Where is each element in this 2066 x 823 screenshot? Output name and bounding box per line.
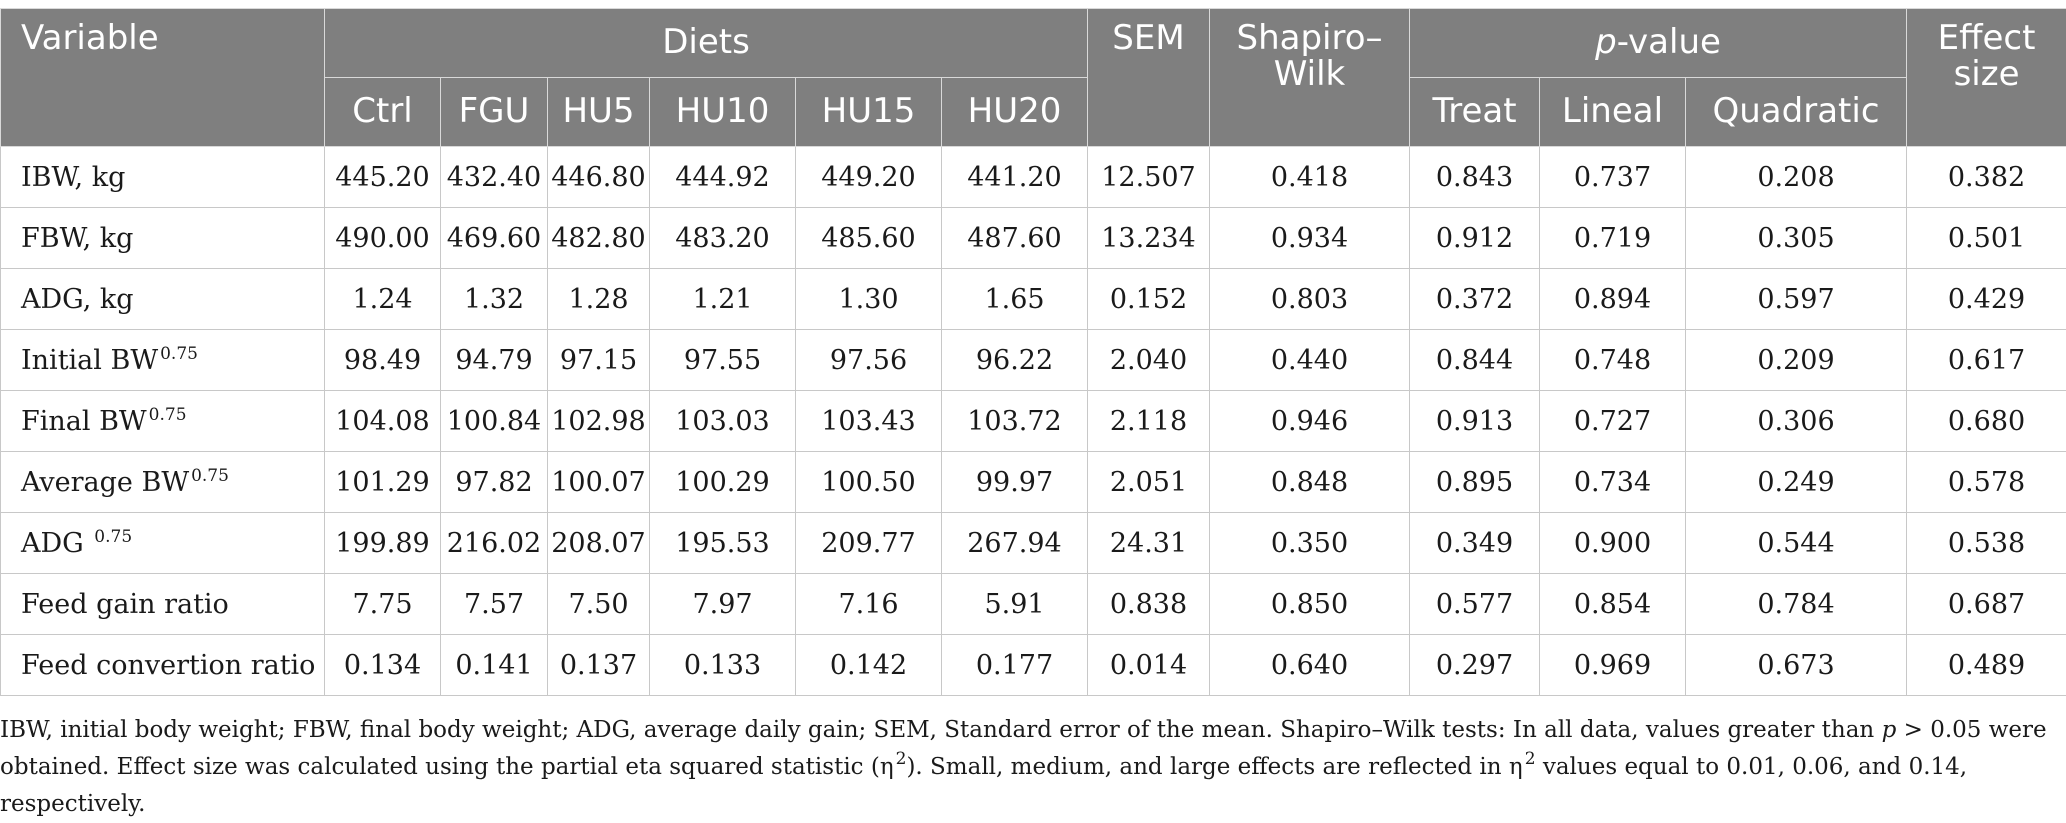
table-cell: 0.306 bbox=[1686, 391, 1907, 452]
table-cell: 7.57 bbox=[441, 574, 548, 635]
table-cell: 0.208 bbox=[1686, 147, 1907, 208]
row-label: Final BW $^{0.75}$ bbox=[1, 391, 325, 452]
table-cell: 0.844 bbox=[1410, 330, 1540, 391]
table-cell: 103.03 bbox=[650, 391, 796, 452]
table-cell: 0.946 bbox=[1210, 391, 1410, 452]
header-shapiro-wilk: Shapiro– Wilk bbox=[1210, 9, 1410, 147]
table-cell: 216.02 bbox=[441, 513, 548, 574]
table-cell: 441.20 bbox=[942, 147, 1088, 208]
table-cell: 13.234 bbox=[1088, 208, 1210, 269]
table-cell: 97.82 bbox=[441, 452, 548, 513]
table-row bbox=[1, 574, 2066, 635]
table-cell: 0.934 bbox=[1210, 208, 1410, 269]
table-row bbox=[1, 147, 2066, 208]
table-cell: 0.727 bbox=[1540, 391, 1686, 452]
table-cell: 0.854 bbox=[1540, 574, 1686, 635]
table-cell: 0.784 bbox=[1686, 574, 1907, 635]
table-cell: 98.49 bbox=[325, 330, 441, 391]
table-row bbox=[1, 452, 2066, 513]
table-cell: 485.60 bbox=[796, 208, 942, 269]
table-cell: 0.014 bbox=[1088, 635, 1210, 696]
table-cell: 0.418 bbox=[1210, 147, 1410, 208]
table-cell: 0.843 bbox=[1410, 147, 1540, 208]
table-cell: 24.31 bbox=[1088, 513, 1210, 574]
table-cell: 0.350 bbox=[1210, 513, 1410, 574]
table-cell: 0.673 bbox=[1686, 635, 1907, 696]
table-cell: 0.489 bbox=[1907, 635, 2066, 696]
header-diet-hu10: HU10 bbox=[650, 78, 796, 147]
table-cell: 0.429 bbox=[1907, 269, 2066, 330]
table-cell: 0.737 bbox=[1540, 147, 1686, 208]
row-label: IBW, kg bbox=[1, 147, 325, 208]
table-cell: 100.07 bbox=[548, 452, 650, 513]
table-cell: 0.382 bbox=[1907, 147, 2066, 208]
table-cell: 7.16 bbox=[796, 574, 942, 635]
table-cell: 103.43 bbox=[796, 391, 942, 452]
table-cell: 100.84 bbox=[441, 391, 548, 452]
header-diets: Diets bbox=[325, 9, 1088, 78]
table-cell: 1.65 bbox=[942, 269, 1088, 330]
header-diet-hu15: HU15 bbox=[796, 78, 942, 147]
table-cell: 0.501 bbox=[1907, 208, 2066, 269]
table-cell: 0.440 bbox=[1210, 330, 1410, 391]
table-cell: 444.92 bbox=[650, 147, 796, 208]
row-label: ADG, kg bbox=[1, 269, 325, 330]
header-effect-size: Effect size bbox=[1907, 9, 2066, 147]
table-cell: 99.97 bbox=[942, 452, 1088, 513]
table-cell: 0.142 bbox=[796, 635, 942, 696]
table-cell: 1.21 bbox=[650, 269, 796, 330]
header-diet-hu20: HU20 bbox=[942, 78, 1088, 147]
table-cell: 0.141 bbox=[441, 635, 548, 696]
results-table bbox=[0, 8, 2066, 696]
table-cell: 0.133 bbox=[650, 635, 796, 696]
table-cell: 0.372 bbox=[1410, 269, 1540, 330]
row-label: Initial BW $^{0.75}$ bbox=[1, 330, 325, 391]
table-cell: 103.72 bbox=[942, 391, 1088, 452]
table-cell: 0.640 bbox=[1210, 635, 1410, 696]
table-row bbox=[1, 269, 2066, 330]
table-cell: 0.969 bbox=[1540, 635, 1686, 696]
table-cell: 1.30 bbox=[796, 269, 942, 330]
table-row bbox=[1, 513, 2066, 574]
table-cell: 0.838 bbox=[1088, 574, 1210, 635]
header-sem: SEM bbox=[1088, 9, 1210, 147]
header-diet-fgu: FGU bbox=[441, 78, 548, 147]
table-cell: 0.913 bbox=[1410, 391, 1540, 452]
table-cell: 469.60 bbox=[441, 208, 548, 269]
table-cell: 199.89 bbox=[325, 513, 441, 574]
header-p-treat: Treat bbox=[1410, 78, 1540, 147]
row-label: Average BW $^{0.75}$ bbox=[1, 452, 325, 513]
table-cell: 97.55 bbox=[650, 330, 796, 391]
table-cell: 209.77 bbox=[796, 513, 942, 574]
table-cell: 0.152 bbox=[1088, 269, 1210, 330]
table-cell: 96.22 bbox=[942, 330, 1088, 391]
table-cell: 2.118 bbox=[1088, 391, 1210, 452]
table-cell: 0.349 bbox=[1410, 513, 1540, 574]
table-cell: 487.60 bbox=[942, 208, 1088, 269]
table-cell: 0.803 bbox=[1210, 269, 1410, 330]
table-cell: 0.577 bbox=[1410, 574, 1540, 635]
table-cell: 97.15 bbox=[548, 330, 650, 391]
table-cell: 0.249 bbox=[1686, 452, 1907, 513]
table-cell: 446.80 bbox=[548, 147, 650, 208]
table-cell: 0.538 bbox=[1907, 513, 2066, 574]
row-label: FBW, kg bbox=[1, 208, 325, 269]
table-cell: 94.79 bbox=[441, 330, 548, 391]
table-cell: 0.850 bbox=[1210, 574, 1410, 635]
table-cell: 0.544 bbox=[1686, 513, 1907, 574]
table-cell: 0.297 bbox=[1410, 635, 1540, 696]
table-cell: 449.20 bbox=[796, 147, 942, 208]
table-cell: 0.209 bbox=[1686, 330, 1907, 391]
header-p-value: p-value bbox=[1410, 9, 1907, 78]
header-diet-ctrl: Ctrl bbox=[325, 78, 441, 147]
header-p-quadratic: Quadratic bbox=[1686, 78, 1907, 147]
header-diet-hu5: HU5 bbox=[548, 78, 650, 147]
table-cell: 0.848 bbox=[1210, 452, 1410, 513]
table-row bbox=[1, 635, 2066, 696]
table-cell: 1.24 bbox=[325, 269, 441, 330]
table-cell: 7.97 bbox=[650, 574, 796, 635]
table-cell: 490.00 bbox=[325, 208, 441, 269]
table-cell: 195.53 bbox=[650, 513, 796, 574]
table-cell: 7.50 bbox=[548, 574, 650, 635]
table-cell: 1.28 bbox=[548, 269, 650, 330]
table-cell: 101.29 bbox=[325, 452, 441, 513]
row-label: Feed gain ratio bbox=[1, 574, 325, 635]
table-cell: 5.91 bbox=[942, 574, 1088, 635]
table-row bbox=[1, 391, 2066, 452]
table-cell: 482.80 bbox=[548, 208, 650, 269]
table-footnote: IBW, initial body weight; FBW, final body weight; ADG, average daily gain; SEM, Standard error of the mean. Shapiro–Wilk tests: In all data, values greater than p > 0.05 were obtained. Effect size was calculated using the partial eta squared statistic (η $^2$). Small, medium, and large effects are reflected in η $^2$ values equal to 0.01, 0.06, and 0.14, respectively. bbox=[0, 712, 2060, 823]
table-cell: 0.305 bbox=[1686, 208, 1907, 269]
table-cell: 0.748 bbox=[1540, 330, 1686, 391]
table-cell: 0.734 bbox=[1540, 452, 1686, 513]
table-cell: 12.507 bbox=[1088, 147, 1210, 208]
table-cell: 0.895 bbox=[1410, 452, 1540, 513]
table-cell: 100.29 bbox=[650, 452, 796, 513]
table-cell: 1.32 bbox=[441, 269, 548, 330]
table-cell: 0.719 bbox=[1540, 208, 1686, 269]
header-variable: Variable bbox=[1, 9, 325, 147]
table-cell: 432.40 bbox=[441, 147, 548, 208]
table-cell: 0.680 bbox=[1907, 391, 2066, 452]
table-cell: 0.137 bbox=[548, 635, 650, 696]
table-cell: 97.56 bbox=[796, 330, 942, 391]
table-cell: 7.75 bbox=[325, 574, 441, 635]
table-cell: 2.051 bbox=[1088, 452, 1210, 513]
table-cell: 2.040 bbox=[1088, 330, 1210, 391]
table-cell: 0.912 bbox=[1410, 208, 1540, 269]
table-cell: 104.08 bbox=[325, 391, 441, 452]
table-cell: 0.134 bbox=[325, 635, 441, 696]
header-p-lineal: Lineal bbox=[1540, 78, 1686, 147]
table-row bbox=[1, 330, 2066, 391]
table-row bbox=[1, 208, 2066, 269]
table-cell: 208.07 bbox=[548, 513, 650, 574]
table-cell: 0.597 bbox=[1686, 269, 1907, 330]
table-cell: 0.578 bbox=[1907, 452, 2066, 513]
table-cell: 0.177 bbox=[942, 635, 1088, 696]
table-cell: 445.20 bbox=[325, 147, 441, 208]
table-cell: 0.687 bbox=[1907, 574, 2066, 635]
table-cell: 483.20 bbox=[650, 208, 796, 269]
row-label: ADG $^{0.75}$ bbox=[1, 513, 325, 574]
table-cell: 102.98 bbox=[548, 391, 650, 452]
row-label: Feed convertion ratio bbox=[1, 635, 325, 696]
table-cell: 0.617 bbox=[1907, 330, 2066, 391]
table-cell: 0.894 bbox=[1540, 269, 1686, 330]
table-cell: 267.94 bbox=[942, 513, 1088, 574]
table-cell: 100.50 bbox=[796, 452, 942, 513]
table-cell: 0.900 bbox=[1540, 513, 1686, 574]
